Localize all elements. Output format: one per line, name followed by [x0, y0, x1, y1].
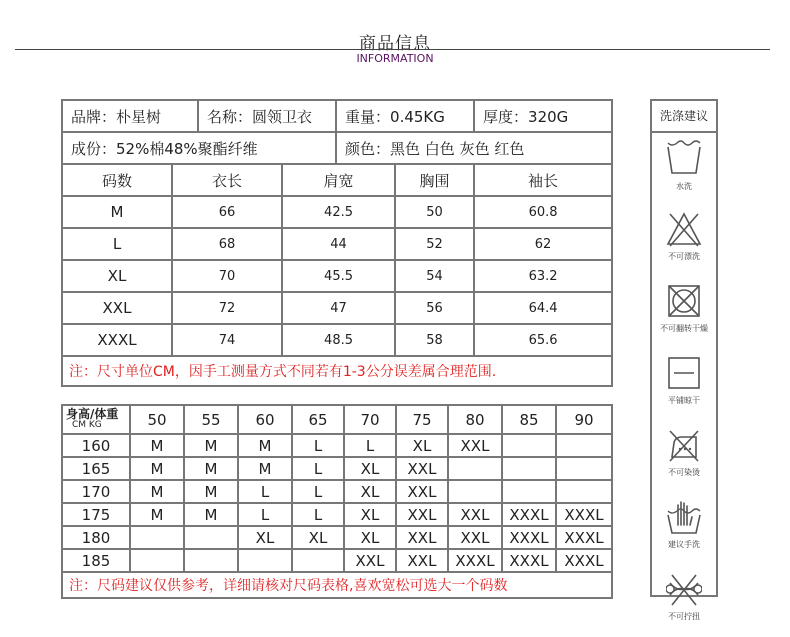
page-subtitle: INFORMATION	[356, 52, 434, 65]
shoulder-cell: 44	[282, 228, 395, 260]
recommended-size-cell: XXL	[448, 434, 502, 457]
recommended-size-cell: XXXL	[502, 503, 556, 526]
recommended-size-cell	[130, 549, 184, 572]
care-item	[652, 355, 716, 421]
column-header: 肩宽	[282, 164, 395, 196]
size-cell: XXXL	[62, 324, 172, 356]
height-weight-corner	[62, 405, 130, 434]
length-cell: 74	[172, 324, 282, 356]
wash-tub-icon	[666, 139, 702, 179]
recommended-size-cell: XXXL	[556, 503, 612, 526]
recommended-size-cell: XXL	[396, 457, 448, 480]
recommended-size-cell	[292, 549, 344, 572]
measurement-note: 注：尺寸单位CM，因手工测量方式不同若有1-3公分误差属合理范围.	[62, 356, 612, 386]
colors-cell: 颜色：黑色 白色 灰色 红色	[336, 132, 612, 164]
weight-header: 60	[238, 405, 292, 434]
recommended-size-cell: XXXL	[556, 549, 612, 572]
weight-header: 65	[292, 405, 344, 434]
size-cell: XL	[62, 260, 172, 292]
table-row	[62, 228, 612, 260]
weight-header: 85	[502, 405, 556, 434]
column-header: 胸围	[395, 164, 474, 196]
brand-cell: 品牌：朴星树	[62, 100, 198, 132]
recommended-size-cell: M	[238, 457, 292, 480]
care-title: 洗涤建议	[652, 101, 716, 133]
height-cell: 170	[62, 480, 130, 503]
recommended-size-cell: XXXL	[556, 526, 612, 549]
recommended-size-cell: XXL	[396, 503, 448, 526]
height-cell: 160	[62, 434, 130, 457]
recommended-size-cell	[448, 480, 502, 503]
care-item	[652, 283, 716, 349]
recommended-size-cell: XL	[344, 480, 396, 503]
recommended-size-cell: M	[238, 434, 292, 457]
care-label: 不可漂洗	[668, 252, 700, 261]
column-header: 码数	[62, 164, 172, 196]
height-cell: 175	[62, 503, 130, 526]
recommended-size-cell: L	[238, 503, 292, 526]
recommended-size-cell: M	[130, 503, 184, 526]
sleeve-cell: 60.8	[474, 196, 612, 228]
weight-header: 90	[556, 405, 612, 434]
recommended-size-cell: XL	[238, 526, 292, 549]
shoulder-cell: 47	[282, 292, 395, 324]
recommended-size-cell	[184, 549, 238, 572]
header-divider	[15, 49, 770, 50]
recommended-size-cell: XXL	[396, 549, 448, 572]
recommended-size-cell: M	[184, 457, 238, 480]
hand-wash-icon	[666, 499, 702, 537]
recommended-size-cell	[556, 480, 612, 503]
care-label: 水洗	[676, 182, 692, 191]
care-label: 不可染烫	[668, 468, 700, 477]
length-cell: 72	[172, 292, 282, 324]
chest-cell: 56	[395, 292, 474, 324]
recommended-size-cell	[130, 526, 184, 549]
shoulder-cell: 48.5	[282, 324, 395, 356]
recommended-size-cell: M	[184, 434, 238, 457]
weight-header: 75	[396, 405, 448, 434]
care-item	[652, 211, 716, 277]
recommended-size-cell: XXL	[448, 503, 502, 526]
weight-header: 70	[344, 405, 396, 434]
length-cell: 70	[172, 260, 282, 292]
recommended-size-cell	[184, 526, 238, 549]
recommended-size-cell: XL	[344, 526, 396, 549]
recommended-size-cell	[238, 549, 292, 572]
table-row	[62, 324, 612, 356]
recommended-size-cell	[502, 434, 556, 457]
sleeve-cell: 62	[474, 228, 612, 260]
weight-cell: 重量：0.45KG	[336, 100, 474, 132]
recommended-size-cell: M	[130, 480, 184, 503]
thickness-cell: 厚度：320G	[474, 100, 612, 132]
table-row	[62, 480, 612, 503]
recommended-size-cell	[556, 457, 612, 480]
recommended-size-cell: XL	[396, 434, 448, 457]
chest-cell: 54	[395, 260, 474, 292]
care-item	[652, 571, 716, 637]
column-header: 衣长	[172, 164, 282, 196]
care-instructions-panel	[650, 99, 718, 621]
column-header: 袖长	[474, 164, 612, 196]
chest-cell: 58	[395, 324, 474, 356]
recommended-size-cell: M	[184, 503, 238, 526]
product-name-cell: 名称：圆领卫衣	[198, 100, 336, 132]
recommended-size-cell: M	[184, 480, 238, 503]
recommended-size-cell: XXXL	[448, 549, 502, 572]
recommended-size-cell: L	[292, 503, 344, 526]
recommended-size-cell: XXXL	[502, 526, 556, 549]
care-item	[652, 499, 716, 565]
no-dye-icon	[666, 427, 702, 465]
recommended-size-cell: XL	[292, 526, 344, 549]
recommended-size-cell	[502, 480, 556, 503]
recommended-size-cell: XXL	[344, 549, 396, 572]
sleeve-cell: 65.6	[474, 324, 612, 356]
size-cell: XXL	[62, 292, 172, 324]
care-label: 不可翻转干燥	[660, 324, 708, 333]
recommended-size-cell: XXL	[396, 526, 448, 549]
care-label: 平铺晾干	[668, 396, 700, 405]
table-row	[62, 196, 612, 228]
corner-label: 身高/体重	[66, 406, 119, 421]
recommended-size-cell	[556, 434, 612, 457]
size-cell: M	[62, 196, 172, 228]
recommended-size-cell: XXL	[448, 526, 502, 549]
fit-recommendation-table	[61, 404, 613, 599]
recommended-size-cell: XL	[344, 503, 396, 526]
recommended-size-cell: L	[344, 434, 396, 457]
sleeve-cell: 64.4	[474, 292, 612, 324]
page-title: 商品信息	[359, 34, 431, 54]
height-cell: 165	[62, 457, 130, 480]
no-tumble-dry-icon	[666, 283, 702, 321]
table-row	[62, 457, 612, 480]
no-wring-icon	[666, 571, 702, 609]
size-chart-table	[61, 99, 613, 387]
recommended-size-cell: L	[292, 457, 344, 480]
recommended-size-cell: XL	[344, 457, 396, 480]
height-cell: 180	[62, 526, 130, 549]
recommended-size-cell: L	[238, 480, 292, 503]
care-item	[652, 139, 716, 205]
recommended-size-cell: XXL	[396, 480, 448, 503]
recommended-size-cell: XXXL	[502, 549, 556, 572]
weight-header: 55	[184, 405, 238, 434]
care-label: 建议手洗	[668, 540, 700, 549]
recommended-size-cell	[448, 457, 502, 480]
length-cell: 68	[172, 228, 282, 260]
table-row	[62, 549, 612, 572]
recommended-size-cell: M	[130, 457, 184, 480]
sleeve-cell: 63.2	[474, 260, 612, 292]
size-cell: L	[62, 228, 172, 260]
composition-cell: 成份：52%棉48%聚酯纤维	[62, 132, 336, 164]
size-advice-note: 注：尺码建议仅供参考，详细请核对尺码表格,喜欢宽松可选大一个码数	[62, 572, 612, 598]
weight-header-row	[62, 405, 612, 434]
height-cell: 185	[62, 549, 130, 572]
table-row	[62, 434, 612, 457]
table-row	[62, 526, 612, 549]
table-row	[62, 292, 612, 324]
recommended-size-cell: L	[292, 480, 344, 503]
care-item	[652, 427, 716, 493]
shoulder-cell: 45.5	[282, 260, 395, 292]
weight-header: 80	[448, 405, 502, 434]
recommended-size-cell	[502, 457, 556, 480]
chest-cell: 52	[395, 228, 474, 260]
length-cell: 66	[172, 196, 282, 228]
no-bleach-icon	[666, 211, 702, 249]
table-row	[62, 260, 612, 292]
shoulder-cell: 42.5	[282, 196, 395, 228]
chest-cell: 50	[395, 196, 474, 228]
recommended-size-cell: L	[292, 434, 344, 457]
care-label: 不可拧扭	[668, 612, 700, 621]
table-row	[62, 503, 612, 526]
corner-units: CM KG	[72, 419, 102, 430]
weight-header: 50	[130, 405, 184, 434]
dry-flat-icon	[666, 355, 702, 393]
recommended-size-cell: M	[130, 434, 184, 457]
